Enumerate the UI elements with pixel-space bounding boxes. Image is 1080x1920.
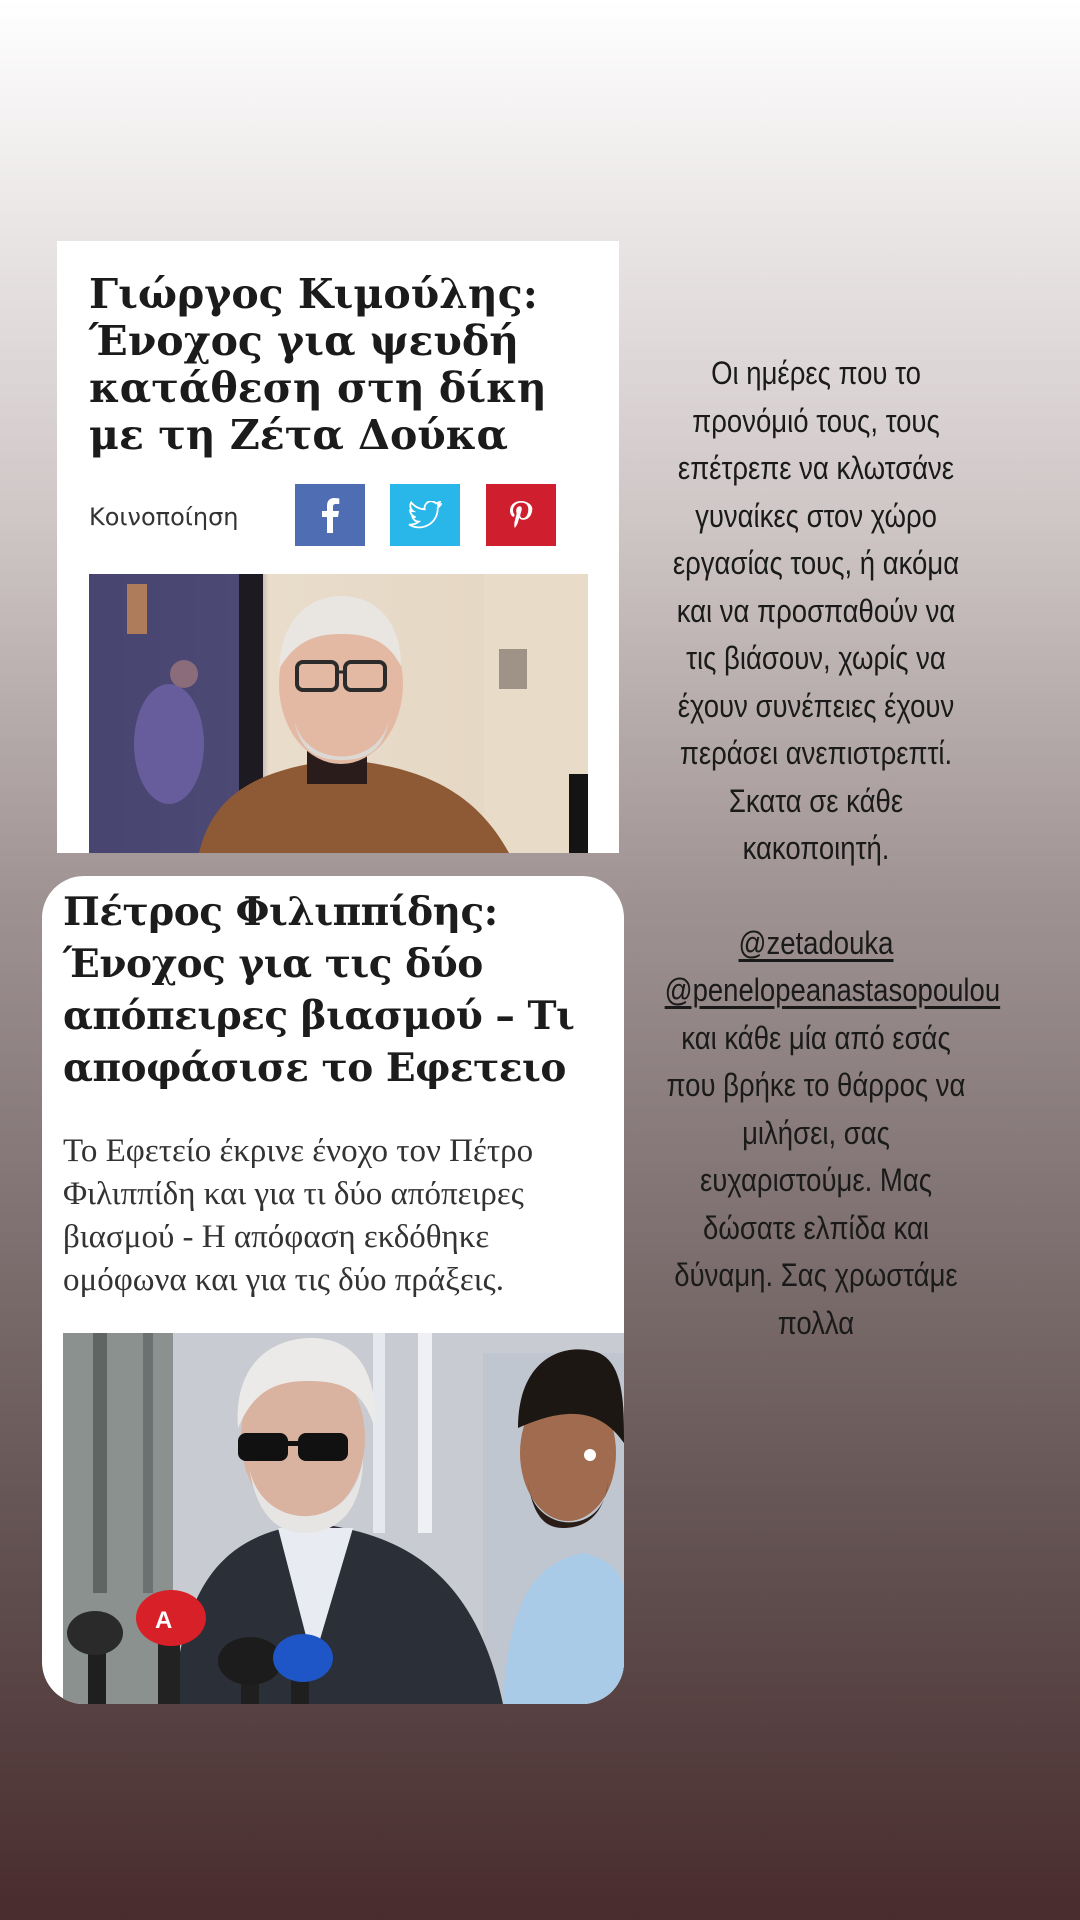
facebook-share-button[interactable] xyxy=(295,484,365,546)
twitter-share-button[interactable] xyxy=(390,484,460,546)
story-caption xyxy=(664,350,1001,1347)
article-title: Πέτρος Φιλιππίδης: Ένοχος για τις δύο απόπειρες βιασμού – Τι αποφάσισε το Εφετειο xyxy=(63,889,575,1091)
caption-paragraph-1: Οι ημέρες που το προνόμιό τους, τους επέτρεπε να κλωτσάνε γυναίκες στον χώρο εργασίας τους, ή ακόμα και να προσπαθούν να τις βιάσουν, χωρίς να έχουν συνέπειες έχουν περάσει ανεπιστρεπτί. Σκατα σε κάθε κακοποιητή. xyxy=(672,355,960,866)
twitter-icon xyxy=(408,501,442,529)
svg-text:A: A xyxy=(155,1607,173,1634)
pinterest-share-button[interactable] xyxy=(486,484,556,546)
caption-paragraph-2-text: και κάθε μία από εσάς που βρήκε το θάρρος να μιλήσει, σας ευχαριστούμε. Μας δώσατε ελπίδα και δύναμη. Σας χρωστάμε πολλα xyxy=(666,1019,966,1341)
article-photo-kimoulis xyxy=(89,574,588,853)
mention-penelopeanastasopoulou[interactable]: @penelopeanastasopoulou xyxy=(664,972,1001,1008)
mention-zetadouka[interactable]: @zetadouka xyxy=(738,924,894,961)
share-label: Κοινοποίηση xyxy=(89,503,239,531)
article-card-kimoulis[interactable] xyxy=(57,241,619,853)
article-photo-filippidis xyxy=(63,1333,624,1704)
caption-paragraph-2 xyxy=(664,920,1001,1348)
article-title: Γιώργος Κιμούλης: Ένοχος για ψευδή κατάθεση στη δίκη με τη Ζέτα Δούκα xyxy=(89,270,547,459)
article-card-filippidis[interactable] xyxy=(42,876,624,1704)
facebook-icon xyxy=(319,497,341,533)
article-summary: Το Εφετείο έκρινε ένοχο τον Πέτρο Φιλιππίδη και για τι δύο απόπειρες βιασμού - Η απόφαση εκδόθηκε ομόφωνα και για τις δύο πράξεις. xyxy=(63,1133,534,1298)
pinterest-icon xyxy=(508,498,534,532)
